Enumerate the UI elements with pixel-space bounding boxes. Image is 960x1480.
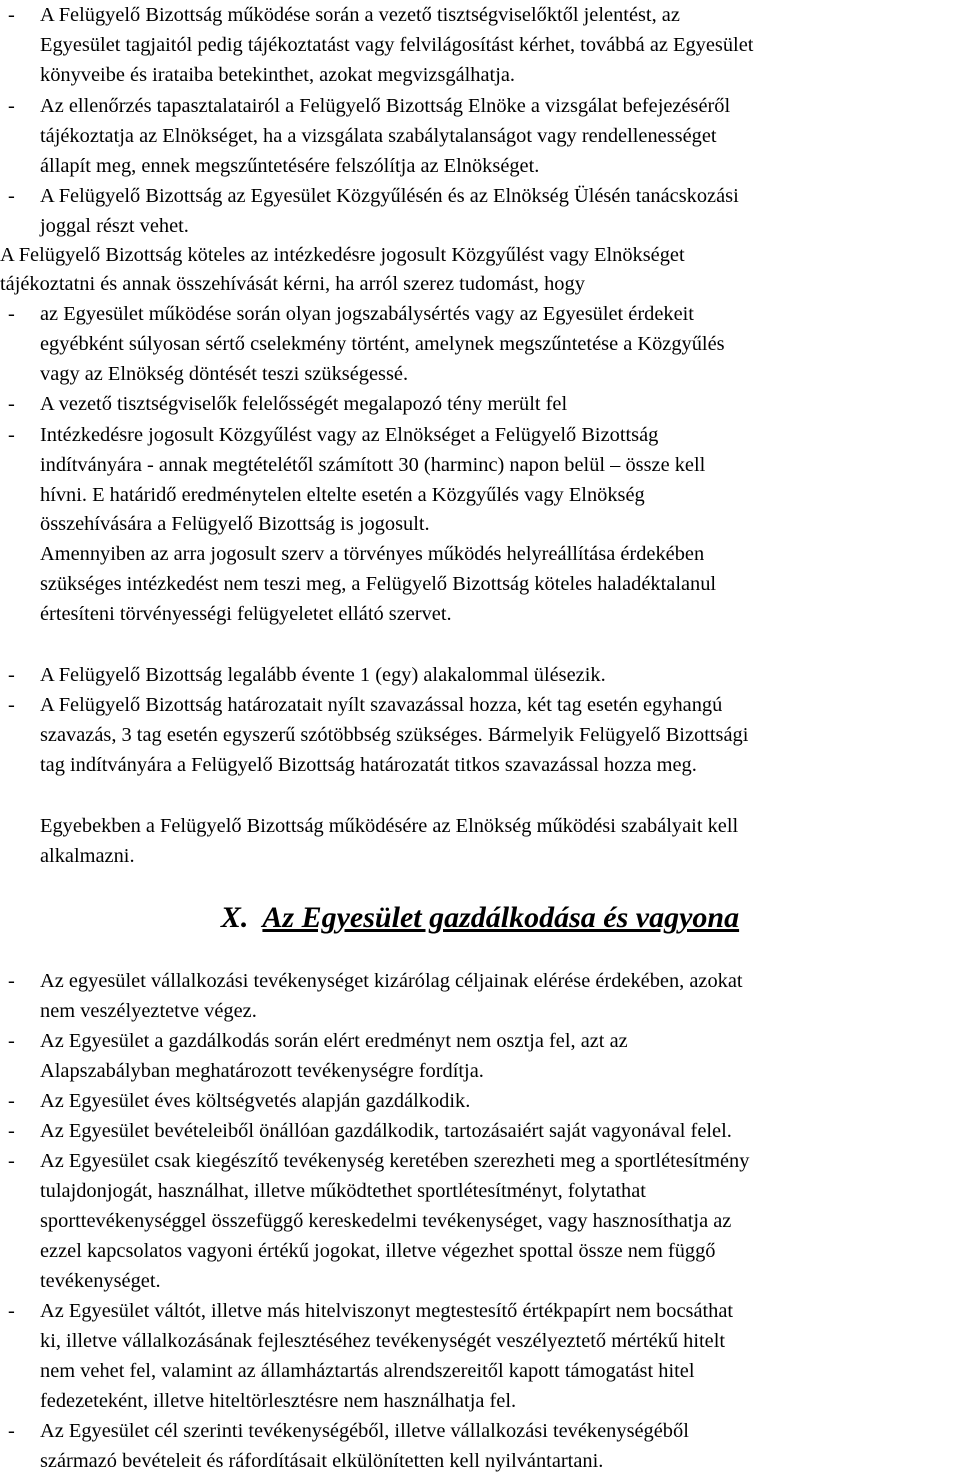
bullet-dash: - [8,95,15,117]
text-line: Az Egyesület bevételeiből önállóan gazdálkodik, tartozásaiért saját vagyonával felel. [40,1120,732,1142]
text-line: A Felügyelő Bizottság legalább évente 1 (egy) alakalommal ülésezik. [40,664,606,686]
text-line: nem vehet fel, valamint az államháztartás alrendszereitől kapott támogatást hitel [40,1360,695,1382]
text-line: A Felügyelő Bizottság működése során a vezető tisztségviselőktől jelentést, az [40,4,680,26]
text-line: Az Egyesület éves költségvetés alapján gazdálkodik. [40,1090,471,1112]
bullet-dash: - [8,1030,15,1052]
text-line: Intézkedésre jogosult Közgyűlést vagy az Elnökséget a Felügyelő Bizottság [40,424,659,446]
paragraph-line: Egyebekben a Felügyelő Bizottság működésére az Elnökség működési szabályait kell [40,815,739,837]
bullet-dash: - [8,664,15,686]
bullet-dash: - [8,1090,15,1112]
section-title: Az Egyesület gazdálkodása és vagyona [262,901,740,934]
bullet-dash: - [8,424,15,446]
text-line: fedezeteként, illetve hiteltörlesztésre nem használhatja fel. [40,1390,517,1412]
bullet-dash: - [8,303,15,325]
paragraph-line: alkalmazni. [40,845,135,867]
text-line: sporttevékenységgel összefüggő kereskedelmi tevékenységet, vagy hasznosíthatja az [40,1210,732,1232]
bullet-dash: - [8,1150,15,1172]
bullet-dash: - [8,1300,15,1322]
text-line: indítványára - annak megtételétől számított 30 (harminc) napon belül – össze kell [40,454,706,476]
text-line: Az Egyesület cél szerinti tevékenységéből, illetve vállalkozási tevékenységéből [40,1420,689,1442]
bullet-dash: - [8,185,15,207]
paragraph-line: A Felügyelő Bizottság köteles az intézkedésre jogosult Közgyűlést vagy Elnökséget [0,244,685,266]
text-line: A vezető tisztségviselők felelősségét megalapozó tény merült fel [40,393,568,415]
text-line: Az egyesület vállalkozási tevékenységet kizárólag céljainak elérése érdekében, azokat [40,970,743,992]
text-line: nem veszélyeztetve végez. [40,1000,257,1022]
text-line: ezzel kapcsolatos vagyoni értékű jogokat, illetve végezhet spottal össze nem függő [40,1240,716,1262]
text-line: Egyesület tagjaitól pedig tájékoztatást vagy felvilágosítást kérhet, továbbá az Egyesület [40,34,754,56]
text-line: tulajdonjogát, használhat, illetve működtethet sportlétesítményt, folytathat [40,1180,646,1202]
text-line: származó bevételeit és ráfordításait elkülönítetten kell nyilvántartani. [40,1450,604,1472]
text-line: Az ellenőrzés tapasztalatairól a Felügyelő Bizottság Elnöke a vizsgálat befejezéséről [40,95,731,117]
text-line: vagy az Elnökség döntését teszi szükségessé. [40,363,409,385]
text-line: összehívására a Felügyelő Bizottság is jogosult. [40,513,430,535]
text-line: hívni. E határidő eredménytelen eltelte esetén a Közgyűlés vagy Elnökség [40,484,645,506]
text-line: egyébként súlyosan sértő cselekmény történt, amelynek megszűntetése a Közgyűlés [40,333,725,355]
text-line: joggal részt vehet. [40,215,189,237]
text-line: Az Egyesület csak kiegészítő tevékenység keretében szerezheti meg a sportlétesítmény [40,1150,750,1172]
text-line: Alapszabályban meghatározott tevékenységre fordítja. [40,1060,484,1082]
text-line: ki, illetve vállalkozásának fejlesztéséhez tevékenységét veszélyeztető mértékű hitelt [40,1330,726,1352]
bullet-dash: - [8,393,15,415]
bullet-dash: - [8,4,15,26]
text-line: tevékenységet. [40,1270,161,1292]
paragraph-line: Amennyiben az arra jogosult szerv a törvényes működés helyreállítása érdekében [40,543,705,565]
section-number: X. [220,901,249,934]
text-line: tag indítványára a Felügyelő Bizottság határozatát titkos szavazással hozza meg. [40,754,697,776]
text-line: A Felügyelő Bizottság határozatait nyílt szavazással hozza, két tag esetén egyhangú [40,694,723,716]
text-line: tájékoztatja az Elnökséget, ha a vizsgálata szabálytalanságot vagy rendellenességet [40,125,717,147]
text-line: az Egyesület működése során olyan jogszabálysértés vagy az Egyesület érdekeit [40,303,694,325]
text-line: Az Egyesület váltót, illetve más hitelviszonyt megtestesítő értékpapírt nem bocsáthat [40,1300,734,1322]
bullet-dash: - [8,1420,15,1442]
text-line: állapít meg, ennek megszűntetésére felszólítja az Elnökséget. [40,155,540,177]
bullet-dash: - [8,1120,15,1142]
paragraph-line: tájékoztatni és annak összehívását kérni, ha arról szerez tudomást, hogy [0,273,585,295]
section-heading [0,898,960,938]
bullet-dash: - [8,970,15,992]
text-line: szavazás, 3 tag esetén egyszerű szótöbbség szükséges. Bármelyik Felügyelő Bizottsági [40,724,749,746]
bullet-dash: - [8,694,15,716]
paragraph-line: értesíteni törvényességi felügyeletet ellátó szervet. [40,603,452,625]
paragraph-line: szükséges intézkedést nem teszi meg, a Felügyelő Bizottság köteles haladéktalanul [40,573,717,595]
text-line: Az Egyesület a gazdálkodás során elért eredményt nem osztja fel, azt az [40,1030,628,1052]
text-line: A Felügyelő Bizottság az Egyesület Közgyűlésén és az Elnökség Ülésén tanácskozási [40,185,739,207]
text-line: könyveibe és irataiba betekinthet, azokat megvizsgálhatja. [40,64,516,86]
